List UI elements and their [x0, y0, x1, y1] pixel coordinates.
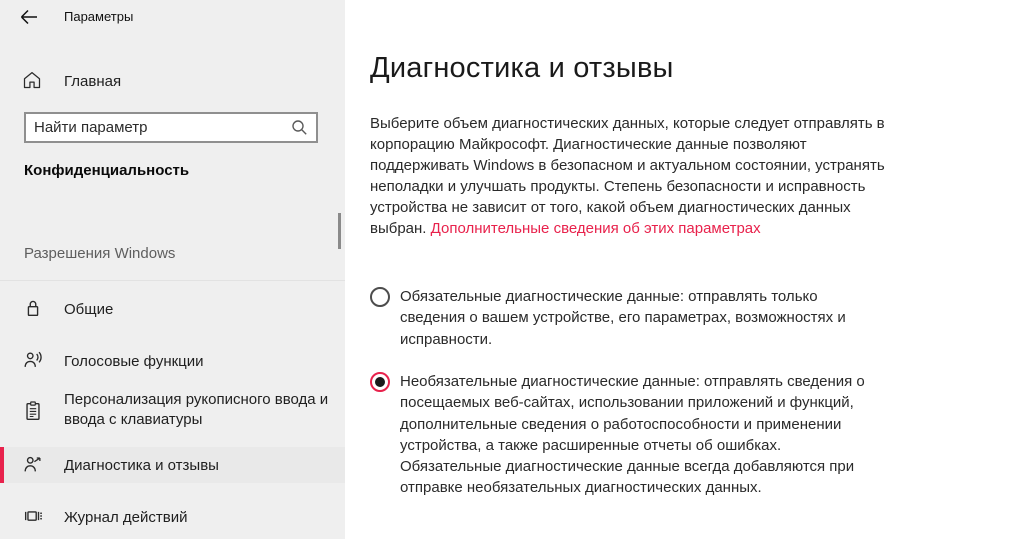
sidebar-item-label: Диагностика и отзывы [64, 457, 219, 474]
page-title: Диагностика и отзывы [370, 52, 674, 84]
intro-text: Выберите объем диагностических данных, которые следует отправлять в корпорацию Майкрософт. Диагностические данные позволяют поддерживать Windows в безопасном и актуальном состоянии, устранять неполадки и улучшать продукты. Степень безопасности и исправность устройства не зависит от того, какой объем диагностических данных выбран. [370, 115, 885, 237]
speech-icon [22, 349, 44, 371]
sidebar-item-diagnostics[interactable] [0, 447, 345, 483]
activity-history-icon [22, 505, 44, 527]
back-button[interactable] [18, 6, 40, 28]
lock-icon [22, 297, 44, 319]
settings-sidebar [0, 0, 345, 539]
option-label: Необязательные диагностические данные: отправлять сведения о посещаемых веб-сайтах, использовании приложений и функций, дополнительные сведения о работоспособности и применении устройства, а также расширенные отчеты об ошибках. Обязательные диагностические данные всегда добавляются при отправке необязательных диагностических данных. [400, 373, 865, 497]
search-input[interactable] [34, 114, 284, 141]
sidebar-section-title: Конфиденциальность [24, 162, 190, 179]
sidebar-item-label: Голосовые функции [64, 353, 204, 370]
sidebar-group-header: Разрешения Windows [24, 245, 176, 262]
sidebar-item-home[interactable] [0, 64, 345, 100]
sidebar-item-label: Общие [64, 301, 114, 318]
group-divider [0, 280, 345, 281]
sidebar-item-activity-history[interactable] [0, 498, 345, 539]
main-content [345, 0, 1024, 539]
sidebar-item-label: Журнал действий [64, 509, 188, 526]
sidebar-item-label: Главная [64, 73, 122, 90]
diagnostics-icon [22, 453, 44, 475]
search-box [24, 112, 318, 143]
radio-optional[interactable] [370, 372, 390, 392]
search-icon[interactable] [291, 119, 308, 136]
sidebar-item-inking-typing[interactable] [0, 384, 345, 440]
sidebar-item-label: Персонализация рукописного ввода и ввода с клавиатуры [64, 391, 329, 428]
home-icon [22, 70, 42, 90]
sidebar-item-general[interactable] [0, 288, 345, 330]
selected-accent-bar [0, 447, 4, 483]
titlebar-left [0, 0, 345, 32]
sidebar-scrollbar[interactable] [338, 213, 341, 249]
clipboard-icon [22, 400, 44, 422]
back-arrow-icon [18, 6, 40, 28]
learn-more-link[interactable]: Дополнительные сведения об этих параметрах [430, 220, 761, 237]
option-required-diagnostic-data [370, 286, 875, 350]
app-title: Параметры [64, 9, 134, 24]
sidebar-item-speech[interactable] [0, 340, 345, 382]
option-label: Обязательные диагностические данные: отправлять только сведения о вашем устройстве, его параметрах, возможностях и исправности. [400, 288, 846, 348]
option-optional-diagnostic-data [370, 371, 875, 499]
radio-required[interactable] [370, 287, 390, 307]
intro-paragraph [370, 113, 890, 239]
